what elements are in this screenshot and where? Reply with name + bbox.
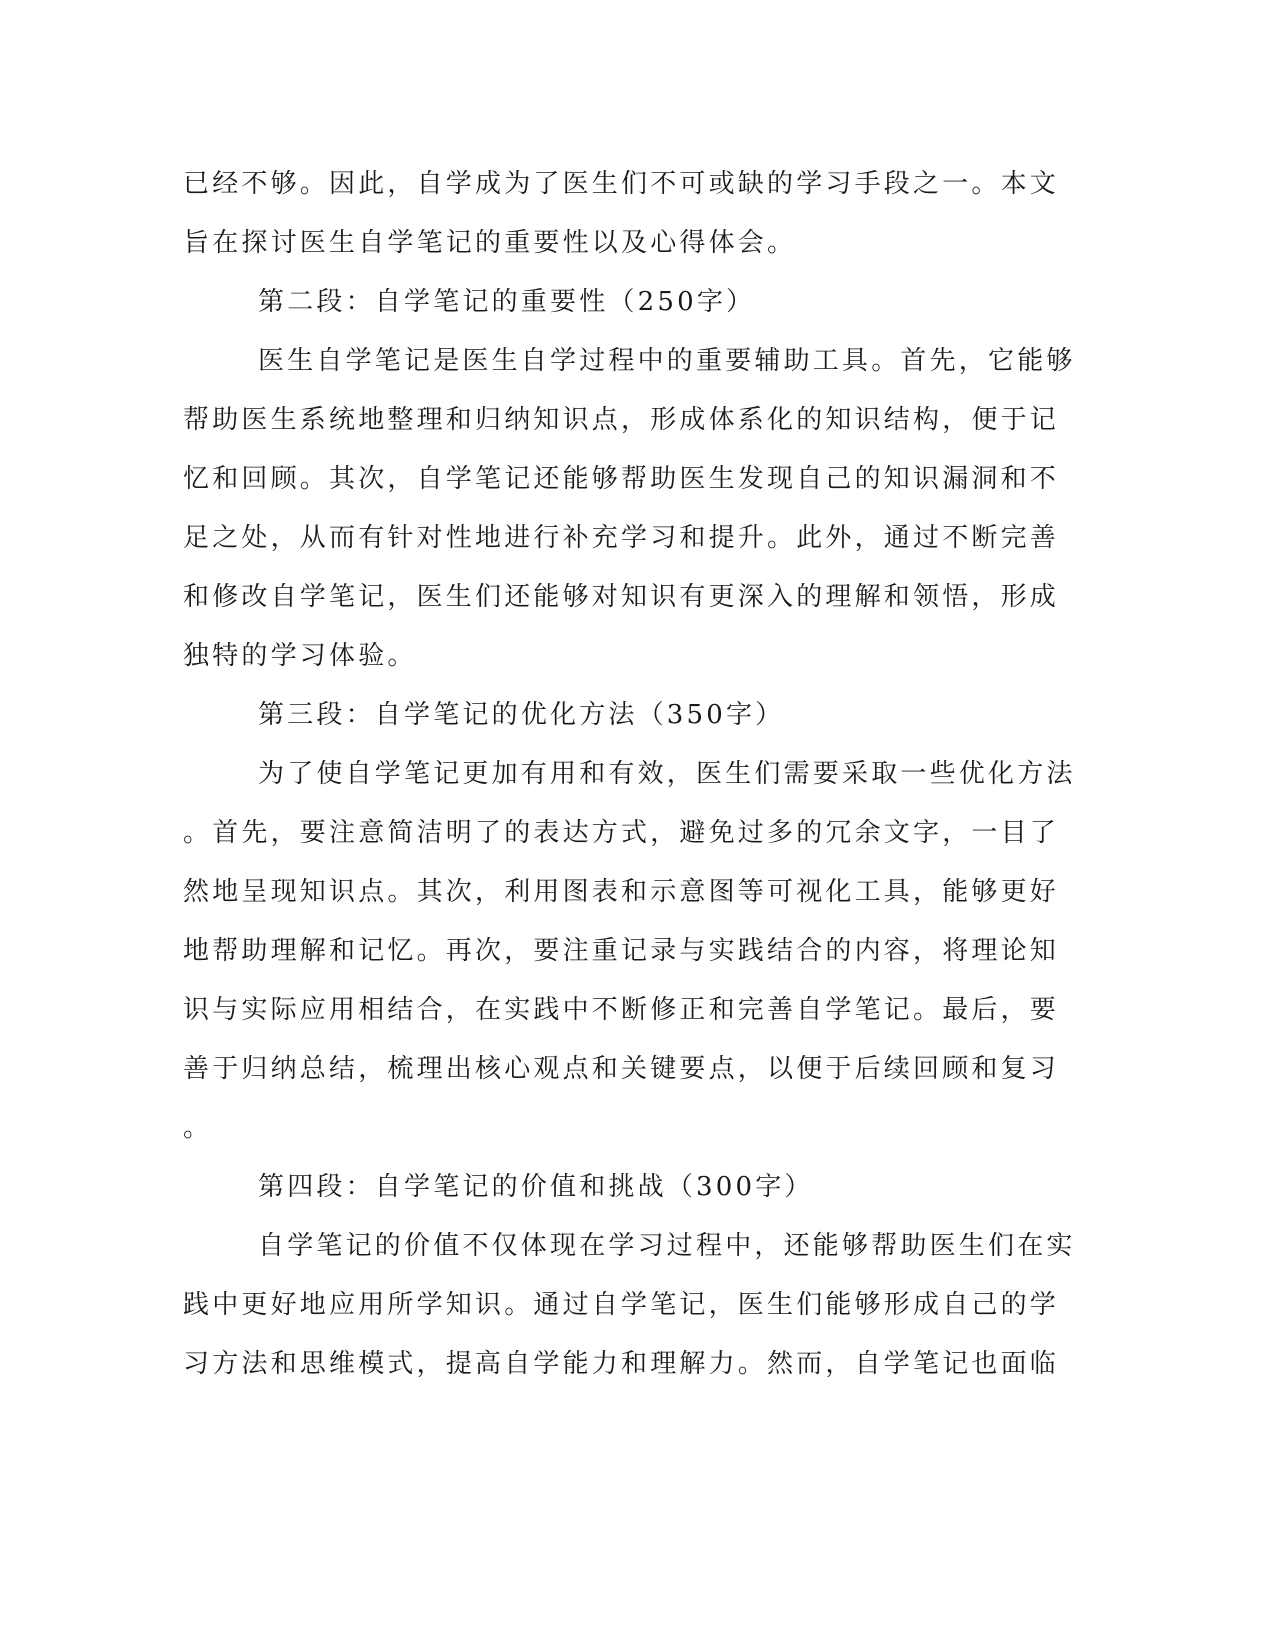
- paragraph-first-line: 为了使自学笔记更加有用和有效，医生们需要采取一些优化方法: [258, 759, 1076, 789]
- section-heading: 第四段：自学笔记的价值和挑战（300字）: [258, 1172, 814, 1202]
- body-text-line: 帮助医生系统地整理和归纳知识点，形成体系化的知识结构，便于记: [183, 405, 1060, 435]
- body-text-line: 践中更好地应用所学知识。通过自学笔记，医生们能够形成自己的学: [183, 1290, 1060, 1320]
- body-text-line: 善于归纳总结，梳理出核心观点和关键要点，以便于后续回顾和复习: [183, 1054, 1060, 1084]
- body-text-line: 和修改自学笔记，医生们还能够对知识有更深入的理解和领悟，形成: [183, 582, 1060, 612]
- body-text-line: 忆和回顾。其次，自学笔记还能够帮助医生发现自己的知识漏洞和不: [183, 464, 1060, 494]
- body-text-line: 地帮助理解和记忆。再次，要注重记录与实践结合的内容，将理论知: [183, 936, 1060, 966]
- body-text-line: 习方法和思维模式，提高自学能力和理解力。然而，自学笔记也面临: [183, 1349, 1060, 1379]
- body-text-line: 足之处，从而有针对性地进行补充学习和提升。此外，通过不断完善: [183, 523, 1060, 553]
- section-heading: 第二段：自学笔记的重要性（250字）: [258, 287, 756, 317]
- body-text-line: 识与实际应用相结合，在实践中不断修正和完善自学笔记。最后，要: [183, 995, 1060, 1025]
- body-text-line: 旨在探讨医生自学笔记的重要性以及心得体会。: [183, 228, 797, 258]
- body-text-line: 已经不够。因此，自学成为了医生们不可或缺的学习手段之一。本文: [183, 169, 1060, 199]
- body-text-line: 。: [183, 1113, 213, 1143]
- body-text-line: 。首先，要注意简洁明了的表达方式，避免过多的冗余文字，一目了: [183, 818, 1060, 848]
- section-heading: 第三段：自学笔记的优化方法（350字）: [258, 700, 785, 730]
- paragraph-first-line: 医生自学笔记是医生自学过程中的重要辅助工具。首先，它能够: [258, 346, 1076, 376]
- body-text-line: 独特的学习体验。: [183, 641, 417, 671]
- paragraph-first-line: 自学笔记的价值不仅体现在学习过程中，还能够帮助医生们在实: [258, 1231, 1076, 1261]
- body-text-line: 然地呈现知识点。其次，利用图表和示意图等可视化工具，能够更好: [183, 877, 1060, 907]
